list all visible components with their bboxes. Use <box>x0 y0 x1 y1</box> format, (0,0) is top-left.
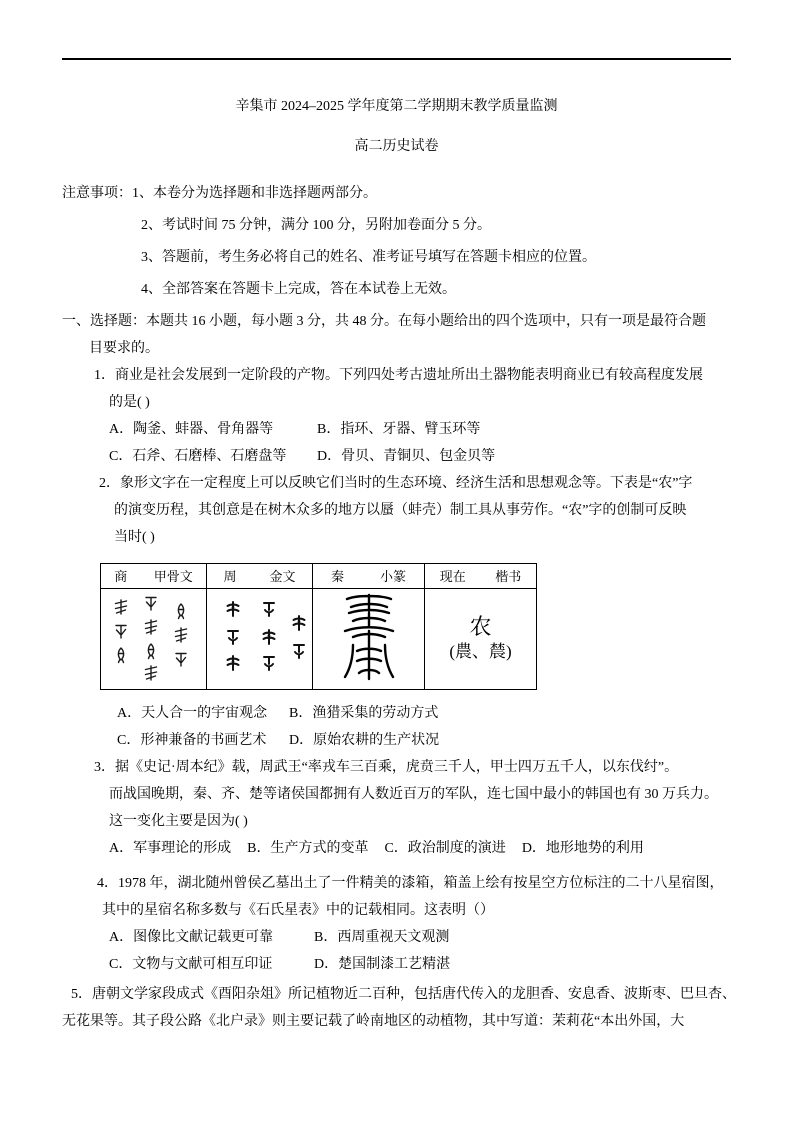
character-evolution-table <box>100 563 537 690</box>
question-line: 3．据《史记·周本纪》载，周武王“率戎车三百乘，虎贲三千人，甲士四万五千人，以东伐纣”。 <box>94 760 679 775</box>
option-d: D．骨贝、青铜贝、包金贝等 <box>317 449 496 464</box>
kaishu-cell <box>425 589 537 690</box>
option-d: D．原始农耕的生产状况 <box>289 733 440 748</box>
option-c: C．石斧、石磨棒、石磨盘等 <box>109 449 287 464</box>
question-line: 5．唐朝文学家段成式《酉阳杂俎》所记植物近二百种，包括唐代传入的龙胆香、安息香、波斯枣、巴旦杏、 <box>71 987 736 1002</box>
top-rule <box>62 58 731 60</box>
notice-block <box>62 178 731 306</box>
option-b: B．指环、牙器、臂玉环等 <box>317 422 481 437</box>
question-line: 4．1978 年，湖北随州曾侯乙墓出土了一件精美的漆箱，箱盖上绘有按星空方位标注的二十八星宿图， <box>97 876 724 891</box>
question-line: 这一变化主要是因为( ) <box>109 814 248 829</box>
header-cell <box>313 564 425 589</box>
seal-script-cell <box>313 589 425 690</box>
modern-character: 农 <box>469 614 492 639</box>
era-label: 秦 <box>330 568 344 584</box>
table-header-row <box>101 564 537 589</box>
question-3 <box>62 754 731 862</box>
option-row <box>62 727 731 754</box>
oracle-bone-cell <box>101 589 207 690</box>
notice-item: 3、答题前，考生务必将自己的姓名、准考证号填写在答题卡相应的位置。 <box>141 250 596 265</box>
option-row <box>62 700 731 727</box>
script-label: 甲骨文 <box>153 568 193 584</box>
question-1 <box>62 362 731 470</box>
option-row <box>62 924 731 951</box>
question-line: 2．象形文字在一定程度上可以反映它们当时的生态环境、经济生活和思想观念等。下表是“农”字 <box>99 476 693 491</box>
question-4 <box>62 870 731 978</box>
script-label: 金文 <box>269 568 296 584</box>
notice-item: 4、全部答案在答题卡上完成，答在本试卷上无效。 <box>141 282 456 297</box>
question-line: 的是( ) <box>109 395 150 410</box>
section-line: 一、选择题：本题共 16 小题，每小题 3 分，共 48 分。在每小题给出的四个选项中，只有一项是最符合题 <box>62 314 706 329</box>
era-label: 周 <box>223 568 237 584</box>
page-subtitle: 高二历史试卷 <box>354 139 439 154</box>
option-row <box>62 835 731 862</box>
bronze-script-image <box>207 589 312 689</box>
oracle-script-image <box>101 589 206 689</box>
question-line: 当时( ) <box>114 530 155 545</box>
script-label: 楷书 <box>495 568 522 584</box>
option-a: A．天人合一的宇宙观念 <box>117 706 268 721</box>
notice-line <box>62 178 731 210</box>
notice-item: 1、本卷分为选择题和非选择题两部分。 <box>132 186 377 201</box>
question-line: 的演变历程，其创意是在树木众多的地方以蜃（蚌壳）制工具从事劳作。“农”字的创制可反映 <box>114 503 687 518</box>
option-d: D．楚国制漆工艺精湛 <box>314 957 451 972</box>
section-intro <box>62 308 731 362</box>
option-row <box>62 443 731 470</box>
option-b: B．渔猎采集的劳动方式 <box>289 706 439 721</box>
question-2 <box>62 470 731 754</box>
option-c: C．形神兼备的书画艺术 <box>117 733 267 748</box>
era-label: 商 <box>114 568 128 584</box>
notice-item: 2、考试时间 75 分钟，满分 100 分，另附加卷面分 5 分。 <box>141 218 491 233</box>
option-c: C．政治制度的演进 <box>384 841 506 856</box>
question-line: 其中的星宿名称多数与《石氏星表》中的记载相同。这表明（） <box>102 903 494 918</box>
option-row <box>62 951 731 978</box>
option-c: C．文物与文献可相互印证 <box>109 957 273 972</box>
question-line: 1．商业是社会发展到一定阶段的产物。下列四处考古遗址所出土器物能表明商业已有较高程度发展 <box>94 368 703 383</box>
notice-label: 注意事项： <box>62 186 132 201</box>
script-label: 小篆 <box>379 568 406 584</box>
era-label: 现在 <box>439 568 466 584</box>
page-title: 辛集市 2024–2025 学年度第二学期期末教学质量监测 <box>235 99 558 114</box>
bronze-script-cell <box>207 589 313 690</box>
option-a: A．军事理论的形成 <box>109 841 232 856</box>
seal-script-image <box>313 589 424 689</box>
option-b: B．西周重视天文观测 <box>314 930 450 945</box>
question-line: 而战国晚期，秦、齐、楚等诸侯国都拥有人数近百万的军队，连七国中最小的韩国也有 30 万兵力。 <box>109 787 718 802</box>
table-body-row <box>101 589 537 690</box>
option-a: A．图像比文献记载更可靠 <box>109 930 274 945</box>
option-d: D．地形地势的利用 <box>521 841 644 856</box>
character-variants: (農、辳) <box>449 642 512 661</box>
question-line: 无花果等。其子段公路《北户录》则主要记载了岭南地区的动植物，其中写道：茉莉花“本出外国，大 <box>62 1014 685 1029</box>
header-cell <box>101 564 207 589</box>
option-row <box>62 416 731 443</box>
header-cell <box>207 564 313 589</box>
option-a: A．陶釜、蚌器、骨角器等 <box>109 422 274 437</box>
option-b: B．生产方式的变革 <box>247 841 369 856</box>
question-5 <box>62 981 736 1035</box>
section-line: 目要求的。 <box>89 341 159 356</box>
header-cell <box>425 564 537 589</box>
